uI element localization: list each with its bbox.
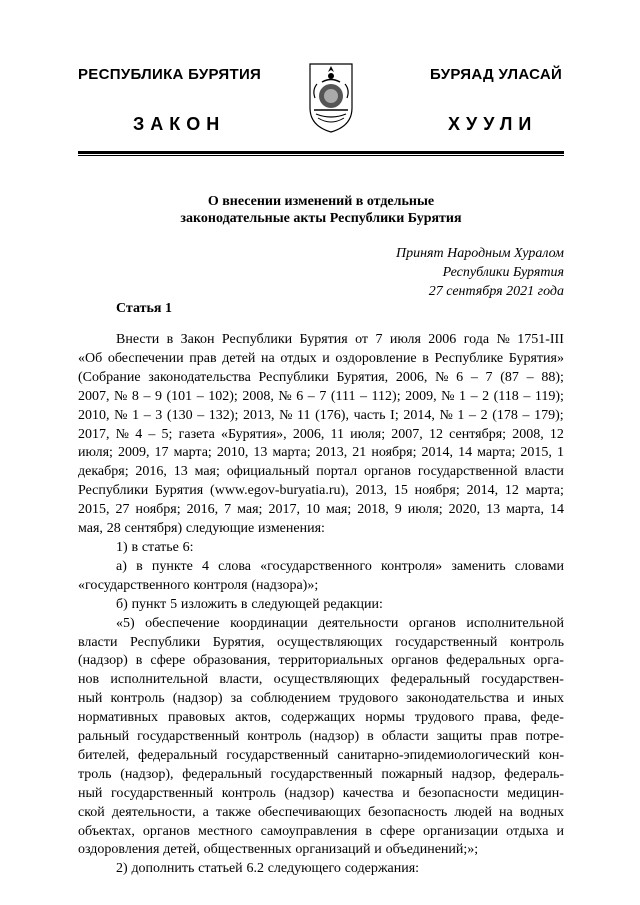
body-text-line: 2010, № 1 – 3 (130 – 132); 2013, № 11 (176), часть I; 2014, № 1 – 2 (178 – 179);	[78, 407, 564, 423]
body-text-line: «государственного контроля (надзора)»;	[78, 577, 319, 593]
body-text-line: нормативных правовых актов, содержащих нормы трудового права, феде-	[78, 710, 564, 726]
body-text-line: 1) в статье 6:	[116, 539, 194, 555]
body-text-line: 2015, 27 ноября; 2016, 7 мая; 2017, 10 мая; 2018, 9 июля; 2020, 13 марта, 14	[78, 502, 564, 518]
law-label-buryat: ХУУЛИ	[448, 114, 538, 134]
body-text-line: б) пункт 5 изложить в следующей редакции:	[116, 596, 383, 612]
adoption-note-line: Принят Народным Хуралом	[395, 246, 564, 261]
body-text-line: декабря; 2016, 13 мая; официальный портал органов государственной власти	[78, 464, 564, 480]
adoption-note	[330, 244, 564, 301]
law-title	[78, 193, 564, 227]
body-text-line: троль (надзор), федеральный государственный пожарный надзор, федераль-	[78, 766, 564, 782]
body-text-line: Республики Бурятия (www.egov-buryatia.ru), 2013, 15 ноября; 2014, 12 марта;	[78, 483, 564, 499]
body-text-line: ральный государственный контроль (надзор) в области защиты прав потре-	[78, 729, 564, 745]
republic-name-russian: РЕСПУБЛИКА БУРЯТИЯ	[78, 66, 262, 83]
body-text-line: ской деятельности, а также обеспечивающих безопасность людей на водных	[78, 804, 564, 820]
body-text-line: 2017, № 4 – 5; газета «Бурятия», 2006, 11 июля; 2007, 12 сентября; 2008, 12	[78, 426, 564, 442]
body-text-line: а) в пункте 4 слова «государственного контроля» заменить словами	[116, 558, 564, 574]
header-divider-thin	[78, 155, 564, 156]
body-text-line: 2) дополнить статьей 6.2 следующего содержания:	[116, 861, 420, 877]
body-text-line: 2007, № 8 – 9 (101 – 102); 2008, № 6 – 7 (111 – 112); 2009, № 1 – 2 (118 – 119);	[78, 388, 564, 404]
article-body	[78, 331, 564, 879]
body-text-line: июля; 2009, 17 марта; 2010, 13 марта; 2013, 21 ноября; 2014, 14 марта; 2015, 1	[78, 445, 564, 461]
body-text-line: оздоровления детей, общественных организаций и объединений;»;	[78, 842, 479, 858]
body-text-line: (Собрание законодательства Республики Бурятия, 2006, № 6 – 7 (87 – 88);	[78, 369, 564, 385]
law-label-russian: ЗАКОН	[133, 114, 226, 134]
body-text-line: «Об обеспечении прав детей на отдых и оздоровление в Республике Бурятия»	[78, 350, 564, 366]
body-text-line: объектах, органов местного самоуправления в сфере организации отдыха и	[78, 823, 564, 839]
body-text-line: власти Республики Бурятия, осуществляющих государственный контроль	[78, 634, 564, 650]
body-text-line: (надзор) в сфере образования, территориальных органов федеральных орга-	[78, 653, 564, 669]
article-heading: Статья 1	[116, 301, 172, 316]
body-text-line: ный государственный контроль (надзор) качества и безопасности медицин-	[78, 785, 564, 801]
header-divider	[78, 151, 564, 154]
republic-name-buryat: БУРЯАД УЛАСАЙ	[430, 66, 563, 83]
body-text-line: мая, 28 сентября) следующие изменения:	[78, 521, 325, 537]
law-title-line: законодательные акты Республики Бурятия	[180, 211, 462, 226]
coat-of-arms-emblem	[306, 58, 356, 134]
body-text-line: бителей, федеральный государственный санитарно-эпидемиологический кон-	[78, 747, 564, 763]
adoption-date: 27 сентября 2021 года	[428, 284, 564, 299]
law-title-line: О внесении изменений в отдельные	[207, 194, 435, 209]
body-text-line: Внести в Закон Республики Бурятия от 7 июля 2006 года № 1751-III	[116, 332, 564, 347]
body-text-line: «5) обеспечение координации деятельности органов исполнительной	[116, 615, 564, 631]
body-text-line: ный контроль (надзор) за соблюдением трудового законодательства и иных	[78, 691, 564, 707]
adoption-note-line: Республики Бурятия	[442, 265, 564, 280]
body-text-line: нов исполнительной власти, осуществляющих федеральный государствен-	[78, 672, 564, 688]
